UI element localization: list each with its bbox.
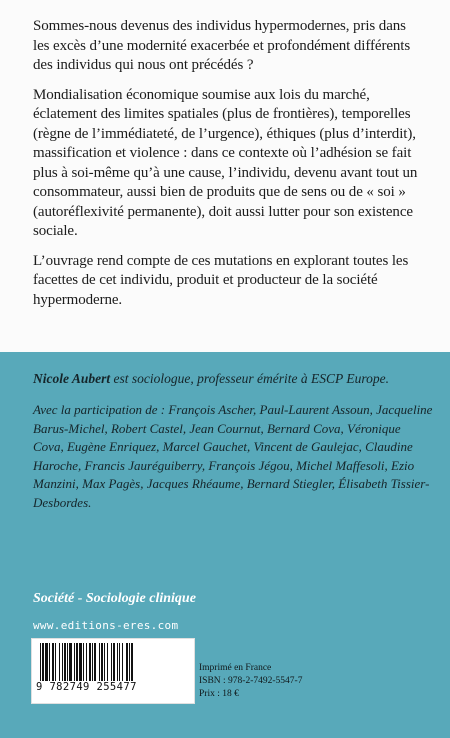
collection-category: Société - Sociologie clinique: [33, 591, 196, 606]
info-panel: [0, 352, 450, 738]
summary-panel: [0, 0, 450, 352]
summary-paragraph-3: L’ouvrage rend compte de ces mutations en explorant toutes les facettes de cet individu, produit et producteur de la société hypermoderne.: [33, 252, 409, 308]
price-label: Prix : 18 €: [199, 689, 239, 699]
summary-paragraph-1: Sommes-nous devenus des individus hypermodernes, pris dans les excès d’une modernité exacerbée et profondément différents des individus qui nous ont précédés ?: [33, 18, 411, 73]
contributors-list: Avec la participation de : François Ascher, Paul-Laurent Assoun, Jacqueline Barus-Michel, Robert Castel, Jean Cournut, Bernard Cova, Véronique Cova, Eugène Enriquez, Marcel Gauchet, Vincent de Gaulejac, Claudine Haroche, Francis Jauréguiberry, François Jégou, Michel Maffesoli, Ezio Manzini, Max Pagès, Jacques Rhéaume, Bernard Stiegler, Élisabeth Tissier-Desbordes.: [33, 402, 433, 510]
author-bio: [33, 370, 433, 388]
author-description: est sociologue, professeur émérite à ESCP Europe.: [113, 371, 389, 386]
printed-in-label: Imprimé en France: [199, 663, 272, 673]
publisher-website[interactable]: www.editions-eres.com: [33, 619, 179, 632]
barcode-digits: 9 782749 255477: [36, 681, 137, 693]
summary-paragraph-2: Mondialisation économique soumise aux lois du marché, éclatement des limites spatiales (plus de frontières), temporelles (règne de l’immédiateté, de l’urgence), éthiques (plus d’interdit), massification et violence : dans ce contexte où l’adhésion se fait plus à soi-même qu’à une cause, l’individu, devenu avant tout un consommateur, aussi bien de produits que de sens ou de « soi » (autoréflexivité permanente), doit aussi lutter pour son existence sociale.: [33, 86, 418, 239]
author-name: Nicole Aubert: [33, 371, 111, 386]
barcode: [31, 638, 195, 704]
isbn-label: ISBN : 978-2-7492-5547-7: [199, 676, 303, 686]
book-summary: [33, 17, 425, 320]
barcode-bars: [38, 643, 188, 681]
print-info: [199, 662, 302, 701]
